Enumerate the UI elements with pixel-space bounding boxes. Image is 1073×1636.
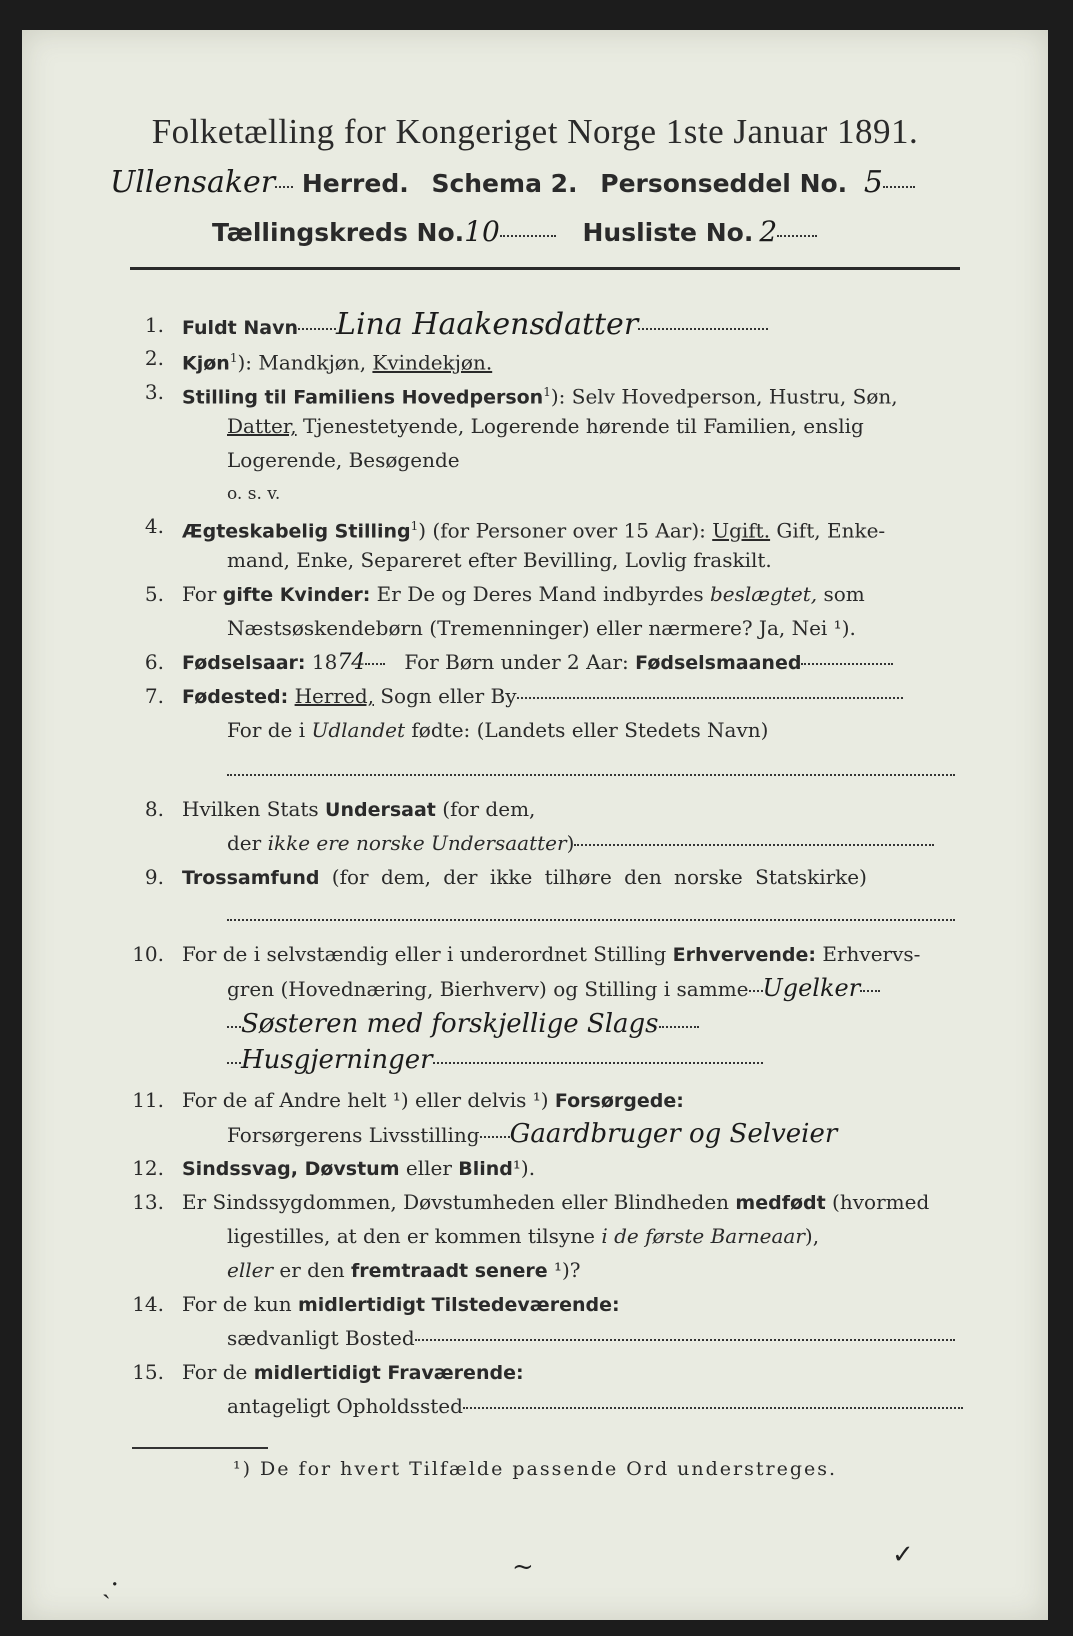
husliste-label: Husliste No.: [582, 218, 754, 247]
ink-mark-3: ~: [512, 1552, 534, 1582]
selected-herred: Herred,: [294, 684, 374, 708]
value-occupation-2: Søsteren med forskjellige Slags: [241, 1009, 659, 1039]
schema-label: Schema 2.: [431, 169, 578, 198]
selected-datter: Datter,: [227, 414, 297, 438]
footnote: ¹) De for hvert Tilfælde passende Ord understreges.: [232, 1458, 838, 1480]
kreds-label: Tællingskreds No.: [212, 218, 465, 247]
ink-mark-2: ˏ·: [102, 1570, 119, 1600]
husliste-value: 2: [759, 215, 778, 248]
value-name: Lina Haakensdatter: [336, 307, 639, 342]
label-fuldt-navn: Fuldt Navn: [182, 317, 299, 339]
header-line-3: [212, 215, 912, 248]
personseddel-label: Personseddel No.: [600, 169, 848, 198]
value-occupation-3: Husgjerninger: [241, 1045, 433, 1075]
herred-label: Herred.: [301, 169, 409, 198]
census-form-page: Folketælling for Kongeriget Norge 1ste Januar 1891. Ullensaker Herred. Schema 2. Personseddel No. 5 Tællingskreds No.10 Husliste No. 2 1. Fuldt Navn Lina Haakensdatter 2. Kjøn$^1$): Mandkjøn, Kvindekjøn. 3. Stilling til Familiens Hovedperson$^1$): Selv Hovedperson, Hustru, Søn, Datter, Tjenestetyende, Logerende hørende til Familien, enslig Logerende, Besøgende o. s. v. 4. Ægteskabelig Stilling$^1$) (for Personer over 15 Aar): Ugift. Gift, Enke- mand, Enke, Separeret efter Bevilling, Lovlig fraskilt. 5. For gifte Kvinder: Er De og Deres Mand indbyrdes beslægtet, som Næstsøskendebørn (Tremenninger) eller nærmere? Ja, Nei ¹). 6. Fødselsaar: 1874 For Børn under 2 Aar: Fødselsmaaned 7. Fødested: Herred, Sogn eller By For de i Udlandet fødte: (Landets eller Stedets Navn) 8. Hvilken Stats Undersaat (for dem, der ikke ere norske Undersaatter) 9. Trossamfund (for dem, der ikke tilhøre den norske Statskirke) 10. For de i selvstændig eller i underordnet Stilling Erhvervende: Erhvervs- gren (Hovednæring, Bierhverv) og Stilling i samme Ugelker Søsteren med forskjellige Slags Husgjerninger 11. For de af Andre helt ¹) eller delvis ¹) Forsørgede: Forsørgerens Livsstilling Gaardbruger og Selveier 12. Sindssvag, Døvstum eller Blind¹). 13. Er Sindssygdommen, Døvstumheden eller Blindheden medfødt (hvormed ligestilles, at den er kommen tilsyne i de første Barneaar), eller er den fremtraadt senere ¹)? 14. For de kun midlertidigt Tilstedeværende: sædvanligt Bosted 15. For de midlertidigt Fraværende: antageligt Opholdssted ¹) De for hvert Tilfælde passende Ord understreges. ✓ ˏ· ~: [22, 30, 1048, 1620]
selected-ugift: Ugift.: [712, 518, 771, 543]
value-occupation-1: Ugelker: [762, 974, 861, 1002]
value-provider-occupation: Gaardbruger og Selveier: [509, 1119, 838, 1149]
form-title: Folketælling for Kongeriget Norge 1ste Januar 1891.: [151, 112, 919, 151]
value-birth-year: 74: [337, 650, 366, 675]
footnote-rule: [132, 1447, 268, 1449]
header-rule: [130, 267, 960, 270]
kreds-value: 10: [464, 215, 500, 248]
ink-mark: ✓: [892, 1540, 914, 1570]
header-line-2: [110, 165, 950, 200]
herred-value: Ullensaker: [110, 165, 276, 200]
personseddel-value: 5: [863, 165, 883, 200]
selected-kvindekjon: Kvindekjøn.: [372, 350, 493, 375]
